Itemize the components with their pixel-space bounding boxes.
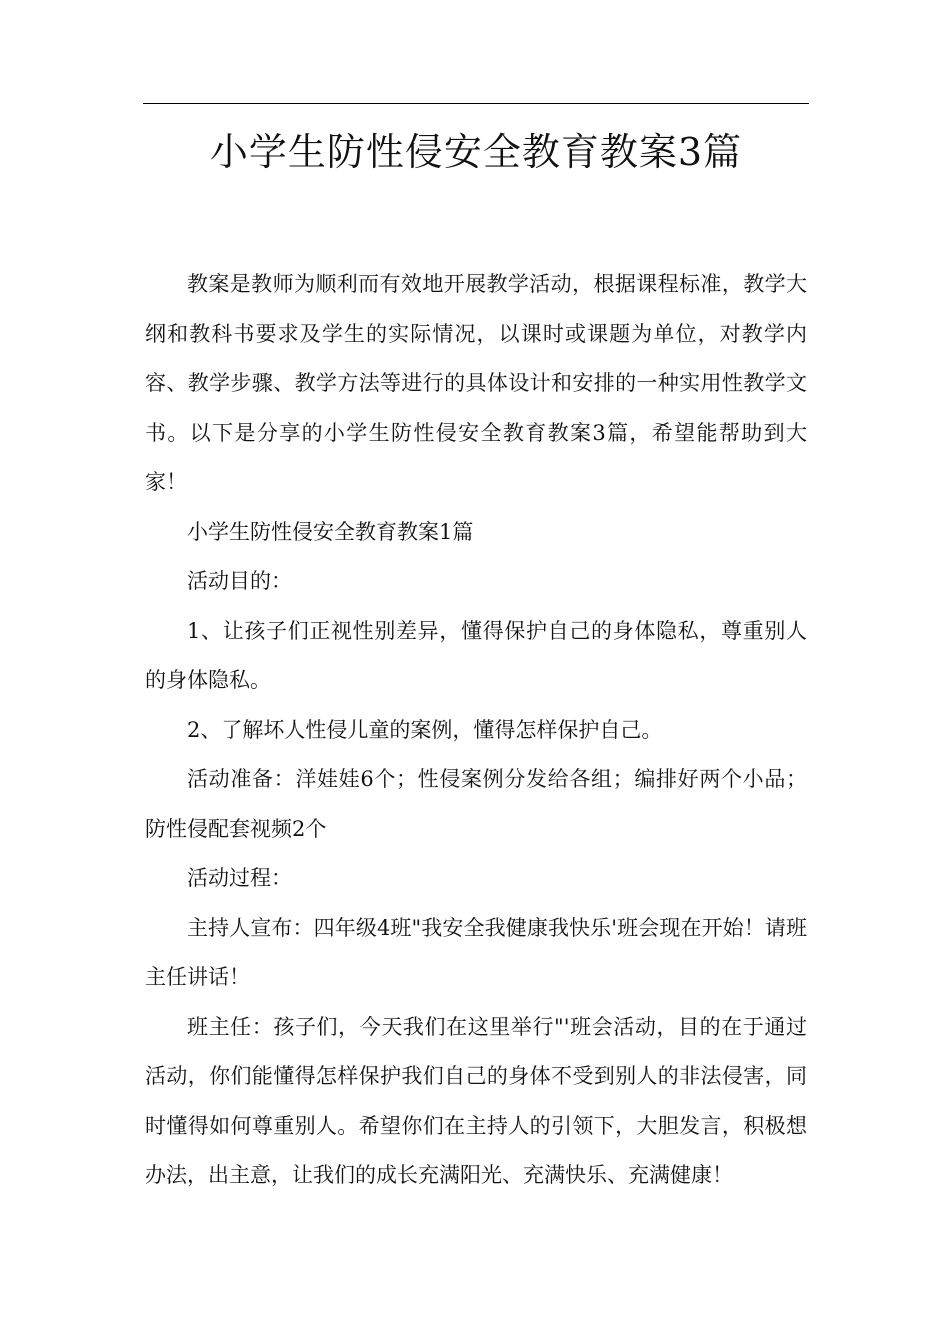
activity-preparation: 活动准备：洋娃娃6个；性侵案例分发给各组；编排好两个小品；防性侵配套视频2个 [145, 767, 807, 841]
activity-process-label: 活动过程： [187, 866, 292, 890]
goal-item-1: 1、让孩子们正视性别差异，懂得保护自己的身体隐私，尊重别人的身体隐私。 [145, 618, 807, 692]
host-announcement: 主持人宣布：四年级4班"我安全我健康我快乐'班会现在开始！请班主任讲话！ [145, 915, 807, 989]
document-body [145, 260, 807, 1201]
activity-goal-label: 活动目的： [187, 569, 292, 593]
header-rule [143, 103, 809, 104]
section-heading: 小学生防性侵安全教育教案1篇 [187, 519, 474, 544]
goal-item-2: 2、了解坏人性侵儿童的案例，懂得怎样保护自己。 [187, 717, 663, 742]
teacher-speech: 班主任：孩子们，今天我们在这里举行"'班会活动，目的在于通过活动，你们能懂得怎样保护我们自己的身体不受到别人的非法侵害，同时懂得如何尊重别人。希望你们在主持人的引领下，大胆发言，积极想办法，出主意，让我们的成长充满阳光、充满快乐、充满健康！ [145, 1014, 807, 1187]
document-title: 小学生防性侵安全教育教案3篇 [209, 130, 743, 174]
intro-paragraph: 教案是教师为顺利而有效地开展教学活动，根据课程标准，教学大纲和教科书要求及学生的实际情况，以课时或课题为单位，对教学内容、教学步骤、教学方法等进行的具体设计和安排的一种实用性教学文书。以下是分享的小学生防性侵安全教育教案3篇，希望能帮助到大家！ [145, 272, 807, 494]
